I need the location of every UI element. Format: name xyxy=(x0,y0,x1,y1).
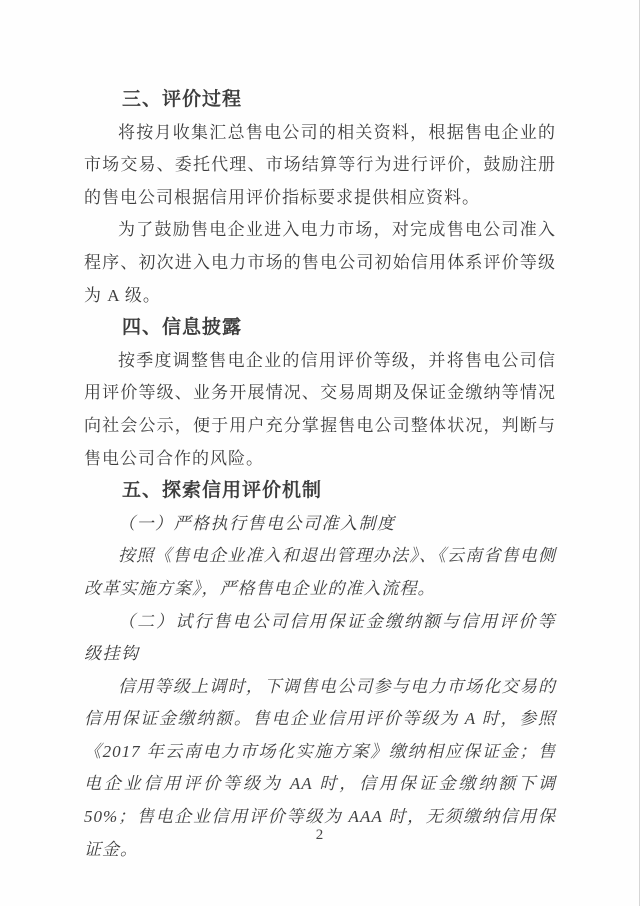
paragraph: 为了鼓励售电企业进入电力市场，对完成售电公司准入程序、初次进入电力市场的售电公司初始信用体系评价等级为 A 级。 xyxy=(84,220,556,305)
paragraph: 将按月收集汇总售电公司的相关资料，根据售电企业的市场交易、委托代理、市场结算等行为进行评价，鼓励注册的售电公司根据信用评价指标要求提供相应资料。 xyxy=(84,122,556,207)
document-body xyxy=(84,84,556,866)
sub-heading: （二）试行售电公司信用保证金缴纳额与信用评价等级挂钩 xyxy=(84,611,556,664)
page-number: 2 xyxy=(315,827,324,843)
sub-heading: （一）严格执行售电公司准入制度 xyxy=(118,513,396,533)
paragraph: 信用等级上调时，下调售电公司参与电力市场化交易的信用保证金缴纳额。售电企业信用评价等级为 A 时，参照《2017 年云南电力市场化实施方案》缴纳相应保证金；售电企业信用评价等级为 AA 时，信用保证金缴纳额下调 50%；售电企业信用评价等级为 AAA 时，无须缴纳信用保证金。 xyxy=(84,676,556,859)
section-heading: 三、评价过程 xyxy=(122,89,243,110)
paragraph: 按照《售电企业准入和退出管理办法》、《云南省售电侧改革实施方案》，严格售电企业的准入流程。 xyxy=(84,546,556,598)
paragraph: 按季度调整售电企业的信用评价等级，并将售电公司信用评价等级、业务开展情况、交易周期及保证金缴纳等情况向社会公示，便于用户充分掌握售电公司整体状况，判断与售电公司合作的风险。 xyxy=(84,350,556,468)
section-heading: 五、探索信用评价机制 xyxy=(122,480,323,502)
section-heading: 四、信息披露 xyxy=(122,317,243,339)
